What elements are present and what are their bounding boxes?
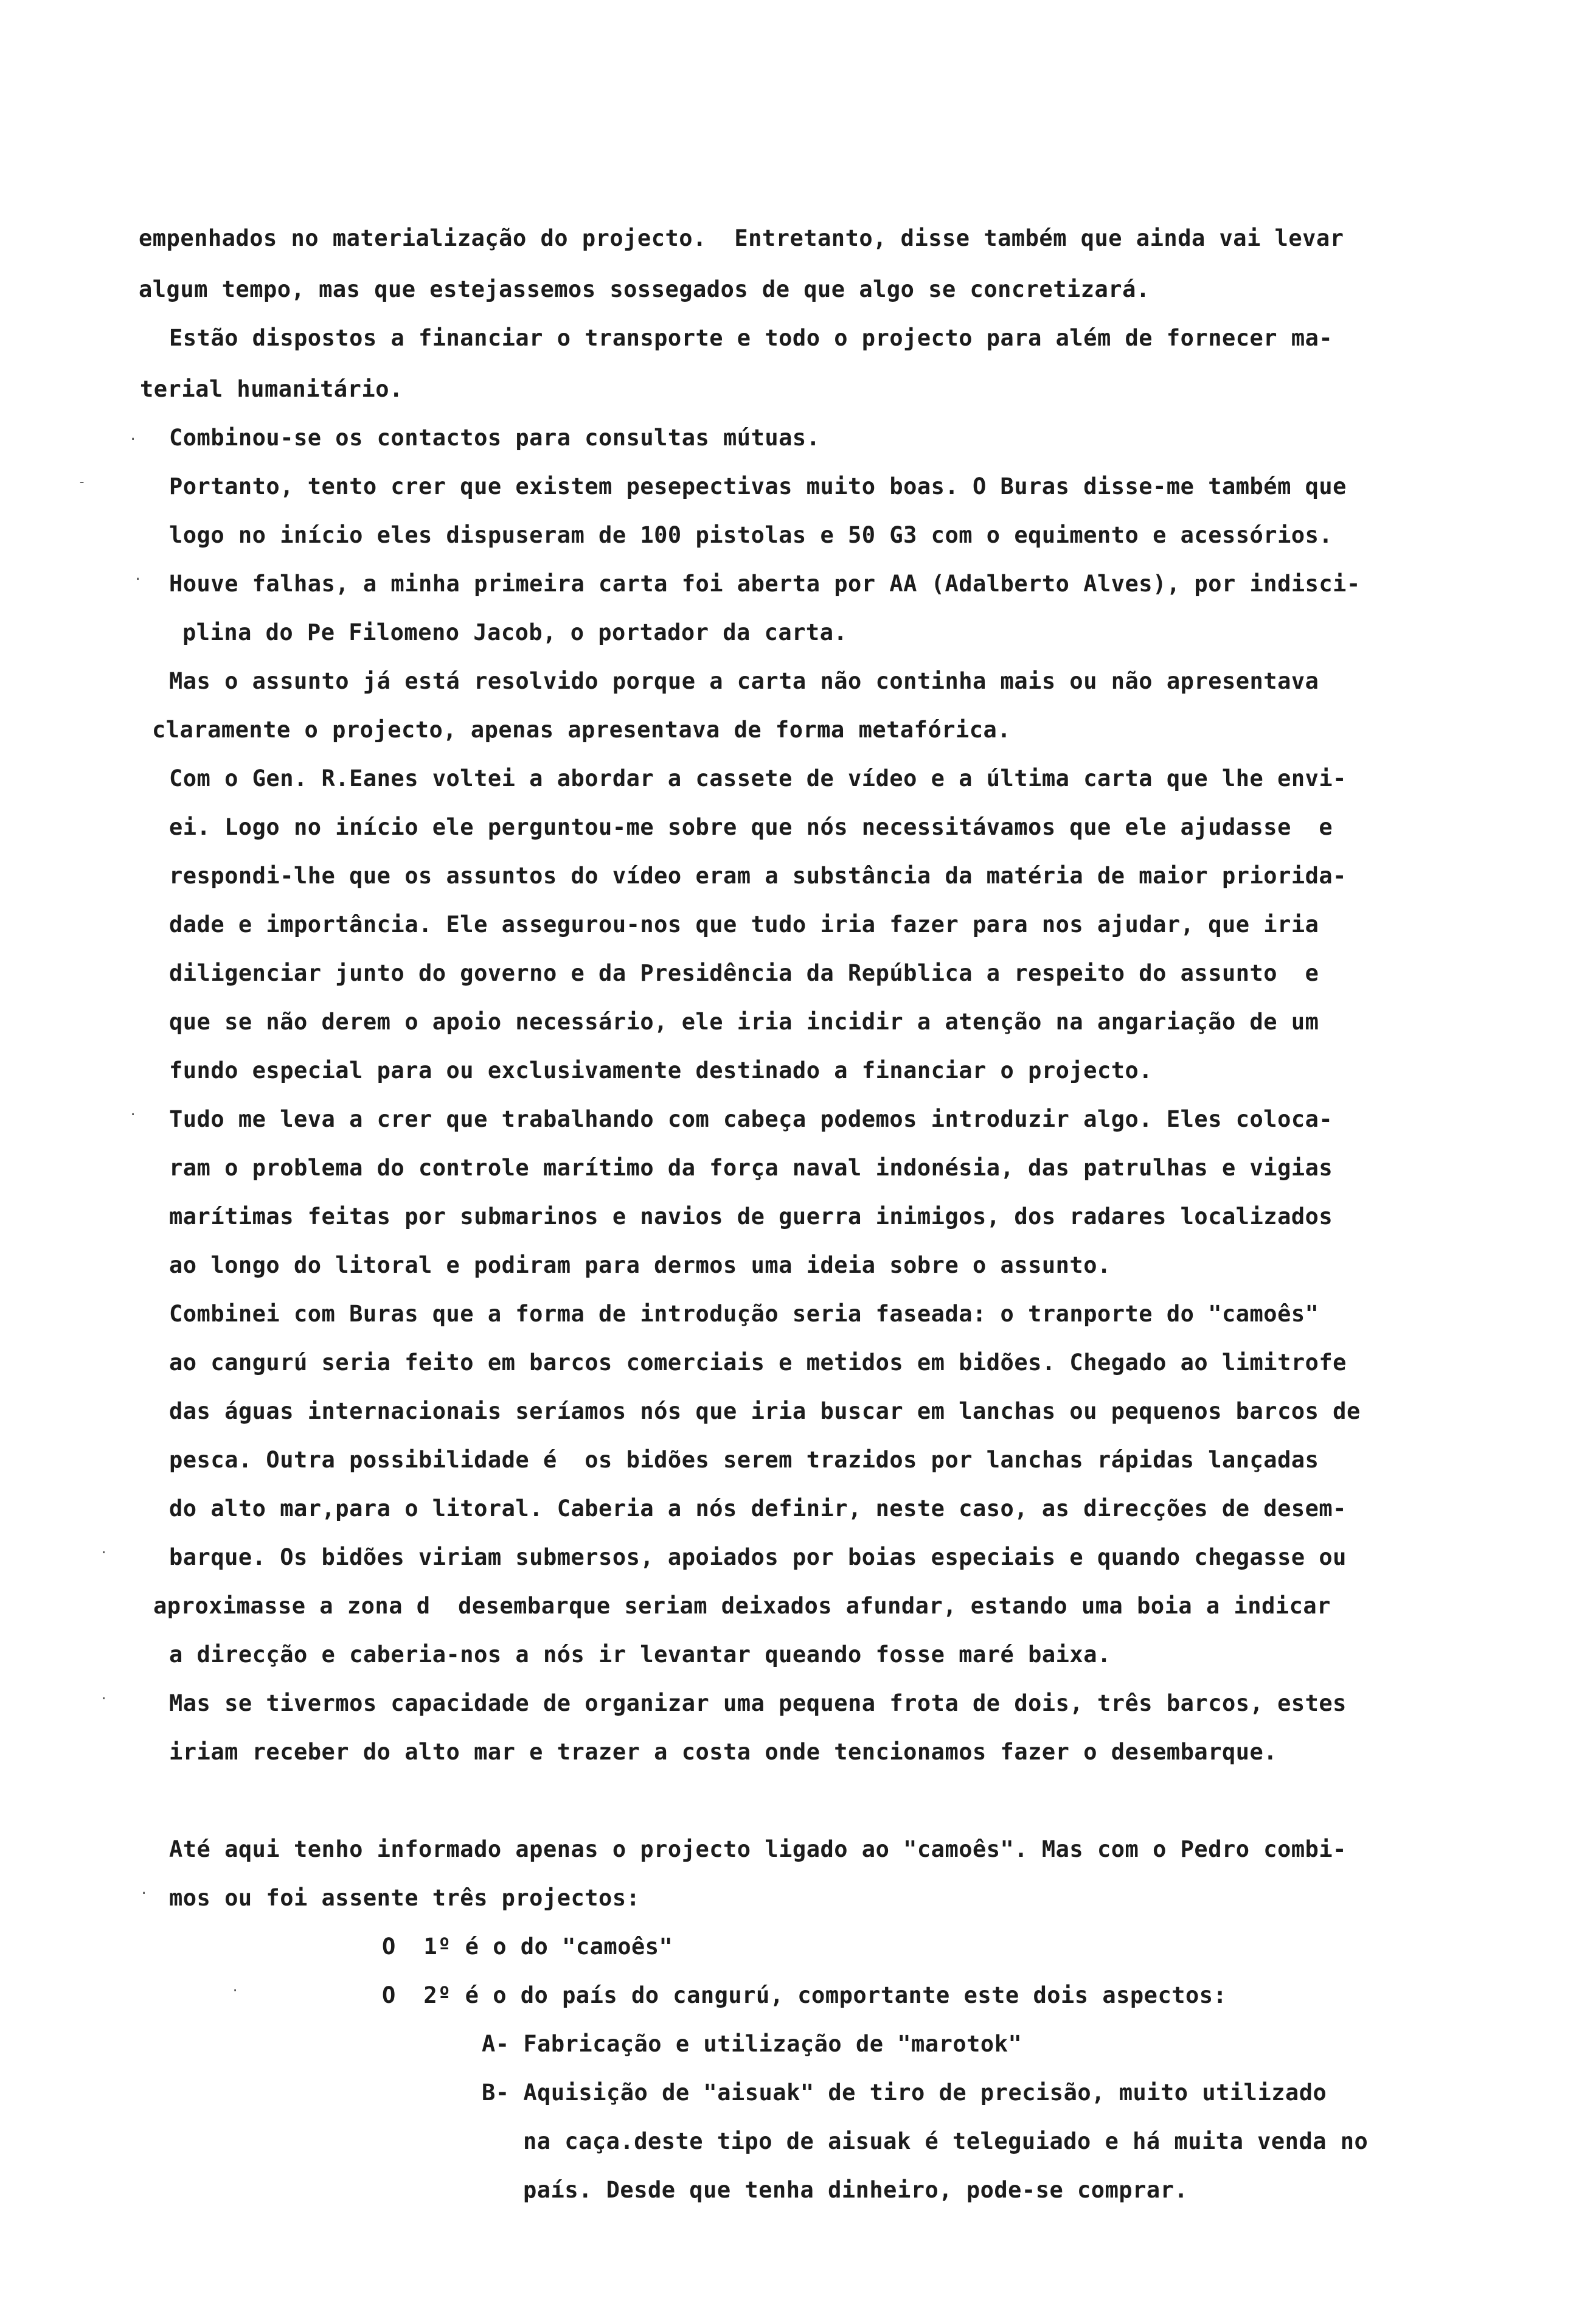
list-item: B- Aquisição de "aisuak" de tiro de precisão, muito utilizado <box>482 2080 1327 2106</box>
text-line: Combinou-se os contactos para consultas mútuas. <box>169 425 821 451</box>
margin-mark: · <box>100 1545 108 1561</box>
margin-mark: · <box>100 1691 108 1707</box>
margin-mark: · <box>134 572 142 587</box>
text-line: marítimas feitas por submarinos e navios de guerra inimigos, dos radares localizados <box>169 1203 1333 1230</box>
text-line: do alto mar,para o litoral. Caberia a nós definir, neste caso, as direcções de desem- <box>169 1495 1347 1522</box>
text-line: algum tempo, mas que estejassemos sossegados de que algo se concretizará. <box>139 276 1150 302</box>
text-line: Estão dispostos a financiar o transporte e todo o projecto para além de fornecer ma- <box>169 325 1333 351</box>
margin-mark: · <box>129 432 137 447</box>
text-line: Com o Gen. R.Eanes voltei a abordar a cassete de vídeo e a última carta que lhe envi- <box>169 765 1347 792</box>
margin-mark: · <box>140 1886 148 1901</box>
margin-mark: · <box>129 1107 137 1122</box>
list-item: O 1º é o do "camoês" <box>382 1933 673 1960</box>
text-line: Mas se tivermos capacidade de organizar uma pequena frota de dois, três barcos, estes <box>169 1690 1347 1716</box>
list-item: O 2º é o do país do cangurú, comportante este dois aspectos: <box>382 1982 1227 2008</box>
text-line: Tudo me leva a crer que trabalhando com cabeça podemos introduzir algo. Eles coloca- <box>169 1106 1333 1132</box>
text-line: iriam receber do alto mar e trazer a costa onde tencionamos fazer o desembarque. <box>169 1739 1278 1765</box>
text-line: que se não derem o apoio necessário, ele iria incidir a atenção na angariação de um <box>169 1009 1319 1035</box>
text-line: Houve falhas, a minha primeira carta foi aberta por AA (Adalberto Alves), por indisci- <box>169 571 1361 597</box>
text-line: aproximasse a zona d desembarque seriam deixados afundar, estando uma boia a indicar <box>153 1593 1331 1619</box>
text-line: pesca. Outra possibilidade é os bidões serem trazidos por lanchas rápidas lançadas <box>169 1447 1319 1473</box>
text-line: empenhados no materialização do projecto. Entretanto, disse também que ainda vai levar <box>139 225 1344 251</box>
list-item: A- Fabricação e utilização de "marotok" <box>482 2031 1022 2057</box>
text-line: Até aqui tenho informado apenas o projecto ligado ao "camoês". Mas com o Pedro combi- <box>169 1836 1347 1862</box>
text-line: diligenciar junto do governo e da Presidência da República a respeito do assunto e <box>169 960 1319 986</box>
text-line: ram o problema do controle marítimo da força naval indonésia, das patrulhas e vigias <box>169 1155 1333 1181</box>
text-line: plina do Pe Filomeno Jacob, o portador da carta. <box>182 619 848 646</box>
text-line: fundo especial para ou exclusivamente destinado a financiar o projecto. <box>169 1057 1153 1084</box>
text-line: ei. Logo no início ele perguntou-me sobre que nós necessitávamos que ele ajudasse e <box>169 814 1333 840</box>
text-line: ao cangurú seria feito em barcos comerciais e metidos em bidões. Chegado ao limitrofe <box>169 1349 1347 1376</box>
text-line: ao longo do litoral e podiram para dermos uma ideia sobre o assunto. <box>169 1252 1111 1278</box>
text-line: mos ou foi assente três projectos: <box>169 1885 640 1911</box>
text-line: terial humanitário. <box>140 376 403 402</box>
margin-mark: · <box>231 1983 240 1999</box>
text-line: barque. Os bidões viriam submersos, apoiados por boias especiais e quando chegasse ou <box>169 1544 1347 1570</box>
text-line: Portanto, tento crer que existem pesepectivas muito boas. O Buras disse-me também que <box>169 473 1347 499</box>
text-line: a direcção e caberia-nos a nós ir levantar queando fosse maré baixa. <box>169 1641 1111 1668</box>
text-line: Combinei com Buras que a forma de introdução seria faseada: o tranporte do "camoês" <box>169 1301 1319 1327</box>
text-line: dade e importância. Ele assegurou-nos que tudo iria fazer para nos ajudar, que iria <box>169 911 1319 938</box>
text-line: logo no início eles dispuseram de 100 pistolas e 50 G3 com o equimento e acessórios. <box>169 522 1333 548</box>
margin-mark: - <box>78 475 86 490</box>
text-line: Mas o assunto já está resolvido porque a carta não continha mais ou não apresentava <box>169 668 1319 694</box>
list-item: na caça.deste tipo de aisuak é teleguiado e há muita venda no <box>523 2128 1369 2154</box>
list-item: país. Desde que tenha dinheiro, pode-se comprar. <box>523 2177 1188 2203</box>
text-line: respondi-lhe que os assuntos do vídeo eram a substância da matéria de maior priorida- <box>169 863 1347 889</box>
text-line: claramente o projecto, apenas apresentava de forma metafórica. <box>152 717 1011 743</box>
text-line: das águas internacionais seríamos nós que iria buscar em lanchas ou pequenos barcos de <box>169 1398 1361 1424</box>
